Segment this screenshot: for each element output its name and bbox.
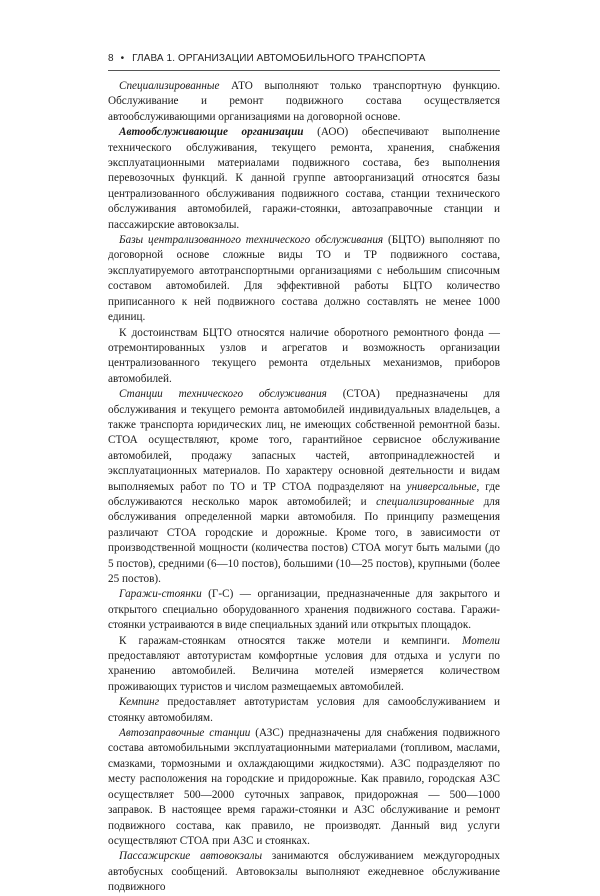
paragraph-camping <box>108 695 500 726</box>
term-garages: Гаражи-стоянки <box>119 588 202 601</box>
paragraph-text: (АОО) обеспечивают выполнение технического обслуживания, текущего ремонта, хранения, снабжения эксплуатационными материалами подвижного состава, без выполнения перевозочных функций. К данной группе автоорганизаций относятся базы централизованного обслуживания подвижного состава, станции технического обслуживания автомобилей, гаражи-стоянки, автозаправочные станции и пассажирские автовокзалы. <box>108 126 500 231</box>
term-bus-stations: Пассажирские автовокзалы <box>119 850 263 863</box>
paragraph-text: занимаются обслуживанием междугородных автобусных сообщений. Автовокзалы выполняют ежедневное обслуживание подвижного <box>108 850 500 894</box>
header-bullet: • <box>120 53 125 64</box>
term-bcto: Базы централизованного технического обслуживания <box>119 234 384 247</box>
paragraph-bus-stations <box>108 849 500 895</box>
term-stoa: Станции технического обслуживания <box>119 388 327 401</box>
term-universal: универсальные <box>406 480 477 493</box>
paragraph-text: К достоинствам БЦТО относятся наличие оборотного ремонтного фонда — отремонтированных узлов и агрегатов и возможность организации централизованного текущего ремонта отдельных механизмов, приборов автомобилей. <box>108 326 500 385</box>
paragraph-text: (СТОА) предназначены для обслуживания и текущего ремонта автомобилей индивидуальных владельцев, а также транспорта юридических лиц, не имеющих собственной ремонтной базы. СТОА осуществляют, кроме того, гарантийное сервисное обслуживание автомобилей, продажу запасных частей, автопринадлежностей и эксплуатационных материалов. По характеру основной деятельности и видам выполняемых работ по ТО и ТР СТОА подразделяют на <box>108 388 500 493</box>
paragraph-text: предоставляет автотуристам условия для самообслуживанием и стоянку автомобилям. <box>108 696 500 724</box>
paragraph-text: (АЗС) предназначены для снабжения подвижного состава автомобильными эксплуатационными материалами (топливом, маслами, смазками, тормозными и охлаждающими жидкостями). АЗС подразделяют по месту расположения на городские и придорожные. Как правило, городская АЗС осуществляет 500—2000 суточных заправок, придорожная — 500—1000 заправок. В настоящее время гаражи-стоянки и АЗС обслуживание и ремонт подвижного состава, как правило, не производят. Данный вид услуги осуществляют СТОА при АЗС и стоянках. <box>108 727 500 847</box>
paragraph-text: (БЦТО) выполняют по договорной основе сложные виды ТО и ТР подвижного состава, эксплуатируемого автотранспортными организациями с небольшим списочным составом автомобилей. Для эффективной работы БЦТО количество приписанного к ней подвижного состава должно составлять не менее 1000 единиц. <box>108 234 500 324</box>
paragraph-bcto-advantages <box>108 326 500 388</box>
paragraph-fuel-stations <box>108 726 500 849</box>
paragraph-text: , где обслуживаются несколько марок автомобилей; и <box>108 480 500 508</box>
paragraph-text: АТО выполняют только транспортную функцию. Обслуживание и ремонт подвижного состава осуществляется автообслуживающими организациями на договорной основе. <box>108 80 500 123</box>
paragraph-stoa <box>108 387 500 587</box>
page-number: 8 <box>108 53 114 64</box>
paragraph-text: К гаражам-стоянкам относятся также мотели и кемпинги. <box>119 634 462 647</box>
term-auto-service: Автообслуживающие организации <box>119 126 304 139</box>
term-camping: Кемпинг <box>119 696 160 709</box>
paragraph-text: для обслуживания определенной марки автомобиля. По принципу размещения различают СТОА городские и дорожные. Кроме того, в зависимости от производственной мощности (количества постов) СТОА могут быть малыми (до 5 постов), средними (6—10 постов), большими (10—25 постов), крупными (более 25 постов). <box>108 495 501 585</box>
running-head <box>108 53 500 64</box>
paragraph-bcto <box>108 233 500 325</box>
term-specialized-stoa: специализированные <box>376 495 475 508</box>
chapter-title: ГЛАВА 1. ОРГАНИЗАЦИИ АВТОМОБИЛЬНОГО ТРАНСПОРТА <box>132 53 426 64</box>
paragraph-garages <box>108 587 500 633</box>
paragraph-specialized <box>108 79 500 125</box>
paragraph-motels <box>108 634 500 696</box>
term-specialized: Специализированные <box>119 80 220 92</box>
body-text <box>108 79 500 896</box>
header-rule <box>108 70 500 71</box>
paragraph-text: (Г-С) — организации, предназначенные для закрытого и открытого специально оборудованного хранения подвижного состава. Гаражи-стоянки устраиваются в виде специальных зданий или открытых площадок. <box>108 588 500 632</box>
term-fuel-stations: Автозаправочные станции <box>119 727 251 740</box>
paragraph-auto-service <box>108 125 500 233</box>
paragraph-text: предоставляют автотуристам комфортные условия для отдыха и услуги по хранению автомобилей. Величина мотелей измеряется количеством проживающих туристов и числом размещаемых автомобилей. <box>108 650 500 693</box>
term-motels: Мотели <box>462 634 500 647</box>
